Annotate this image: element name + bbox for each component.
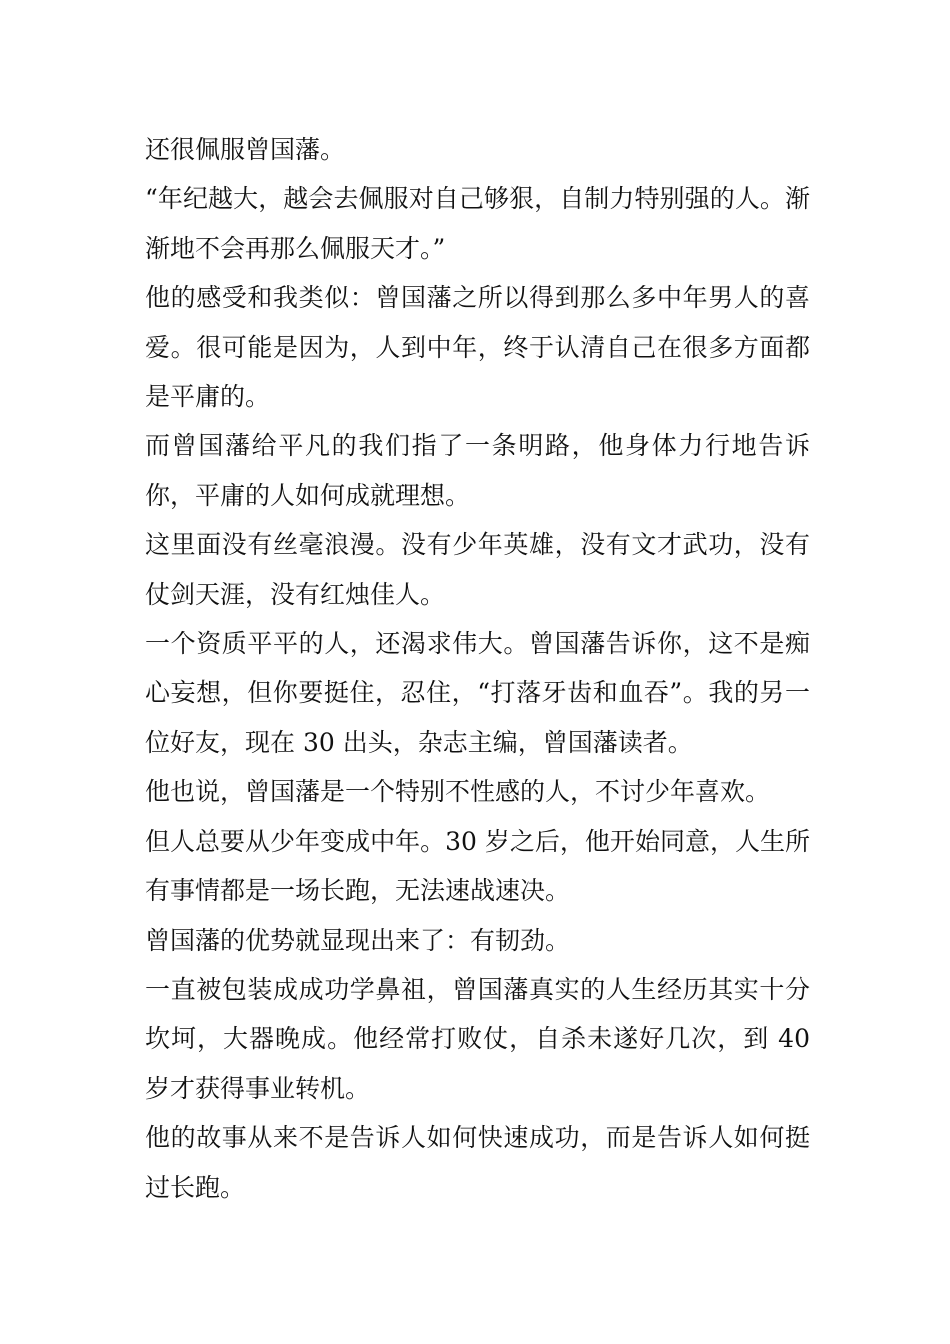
paragraph: 还很佩服曾国藩。 [145,135,346,164]
paragraph: 但人总要从少年变成中年。30 岁之后，他开始同意，人生所有事情都是一场长跑，无法速战速决。 [145,826,810,906]
article-body [145,125,810,1212]
paragraph: “年纪越大，越会去佩服对自己够狠，自制力特别强的人。渐渐地不会再那么佩服天才。” [145,184,810,263]
paragraph: 他的感受和我类似：曾国藩之所以得到那么多中年男人的喜爱。很可能是因为，人到中年，终于认清自己在很多方面都是平庸的。 [145,283,810,412]
paragraph: 曾国藩的优势就显现出来了：有韧劲。 [145,925,571,955]
paragraph: 这里面没有丝毫浪漫。没有少年英雄，没有文才武功，没有仗剑天涯，没有红烛佳人。 [145,530,810,609]
paragraph: 一直被包装成成功学鼻祖，曾国藩真实的人生经历其实十分坎坷，大器晚成。他经常打败仗，自杀未遂好几次，到 40 岁才获得事业转机。 [145,974,810,1103]
paragraph: 他也说，曾国藩是一个特别不性感的人，不讨少年喜欢。 [145,777,771,807]
paragraph: 他的故事从来不是告诉人如何快速成功，而是告诉人如何挺过长跑。 [145,1123,810,1202]
paragraph: 而曾国藩给平凡的我们指了一条明路，他身体力行地告诉你，平庸的人如何成就理想。 [145,431,810,510]
paragraph: 一个资质平平的人，还渴求伟大。曾国藩告诉你，这不是痴心妄想，但你要挺住，忍住，“打落牙齿和血吞”。我的另一位好友，现在 30 出头，杂志主编，曾国藩读者。 [145,629,810,757]
